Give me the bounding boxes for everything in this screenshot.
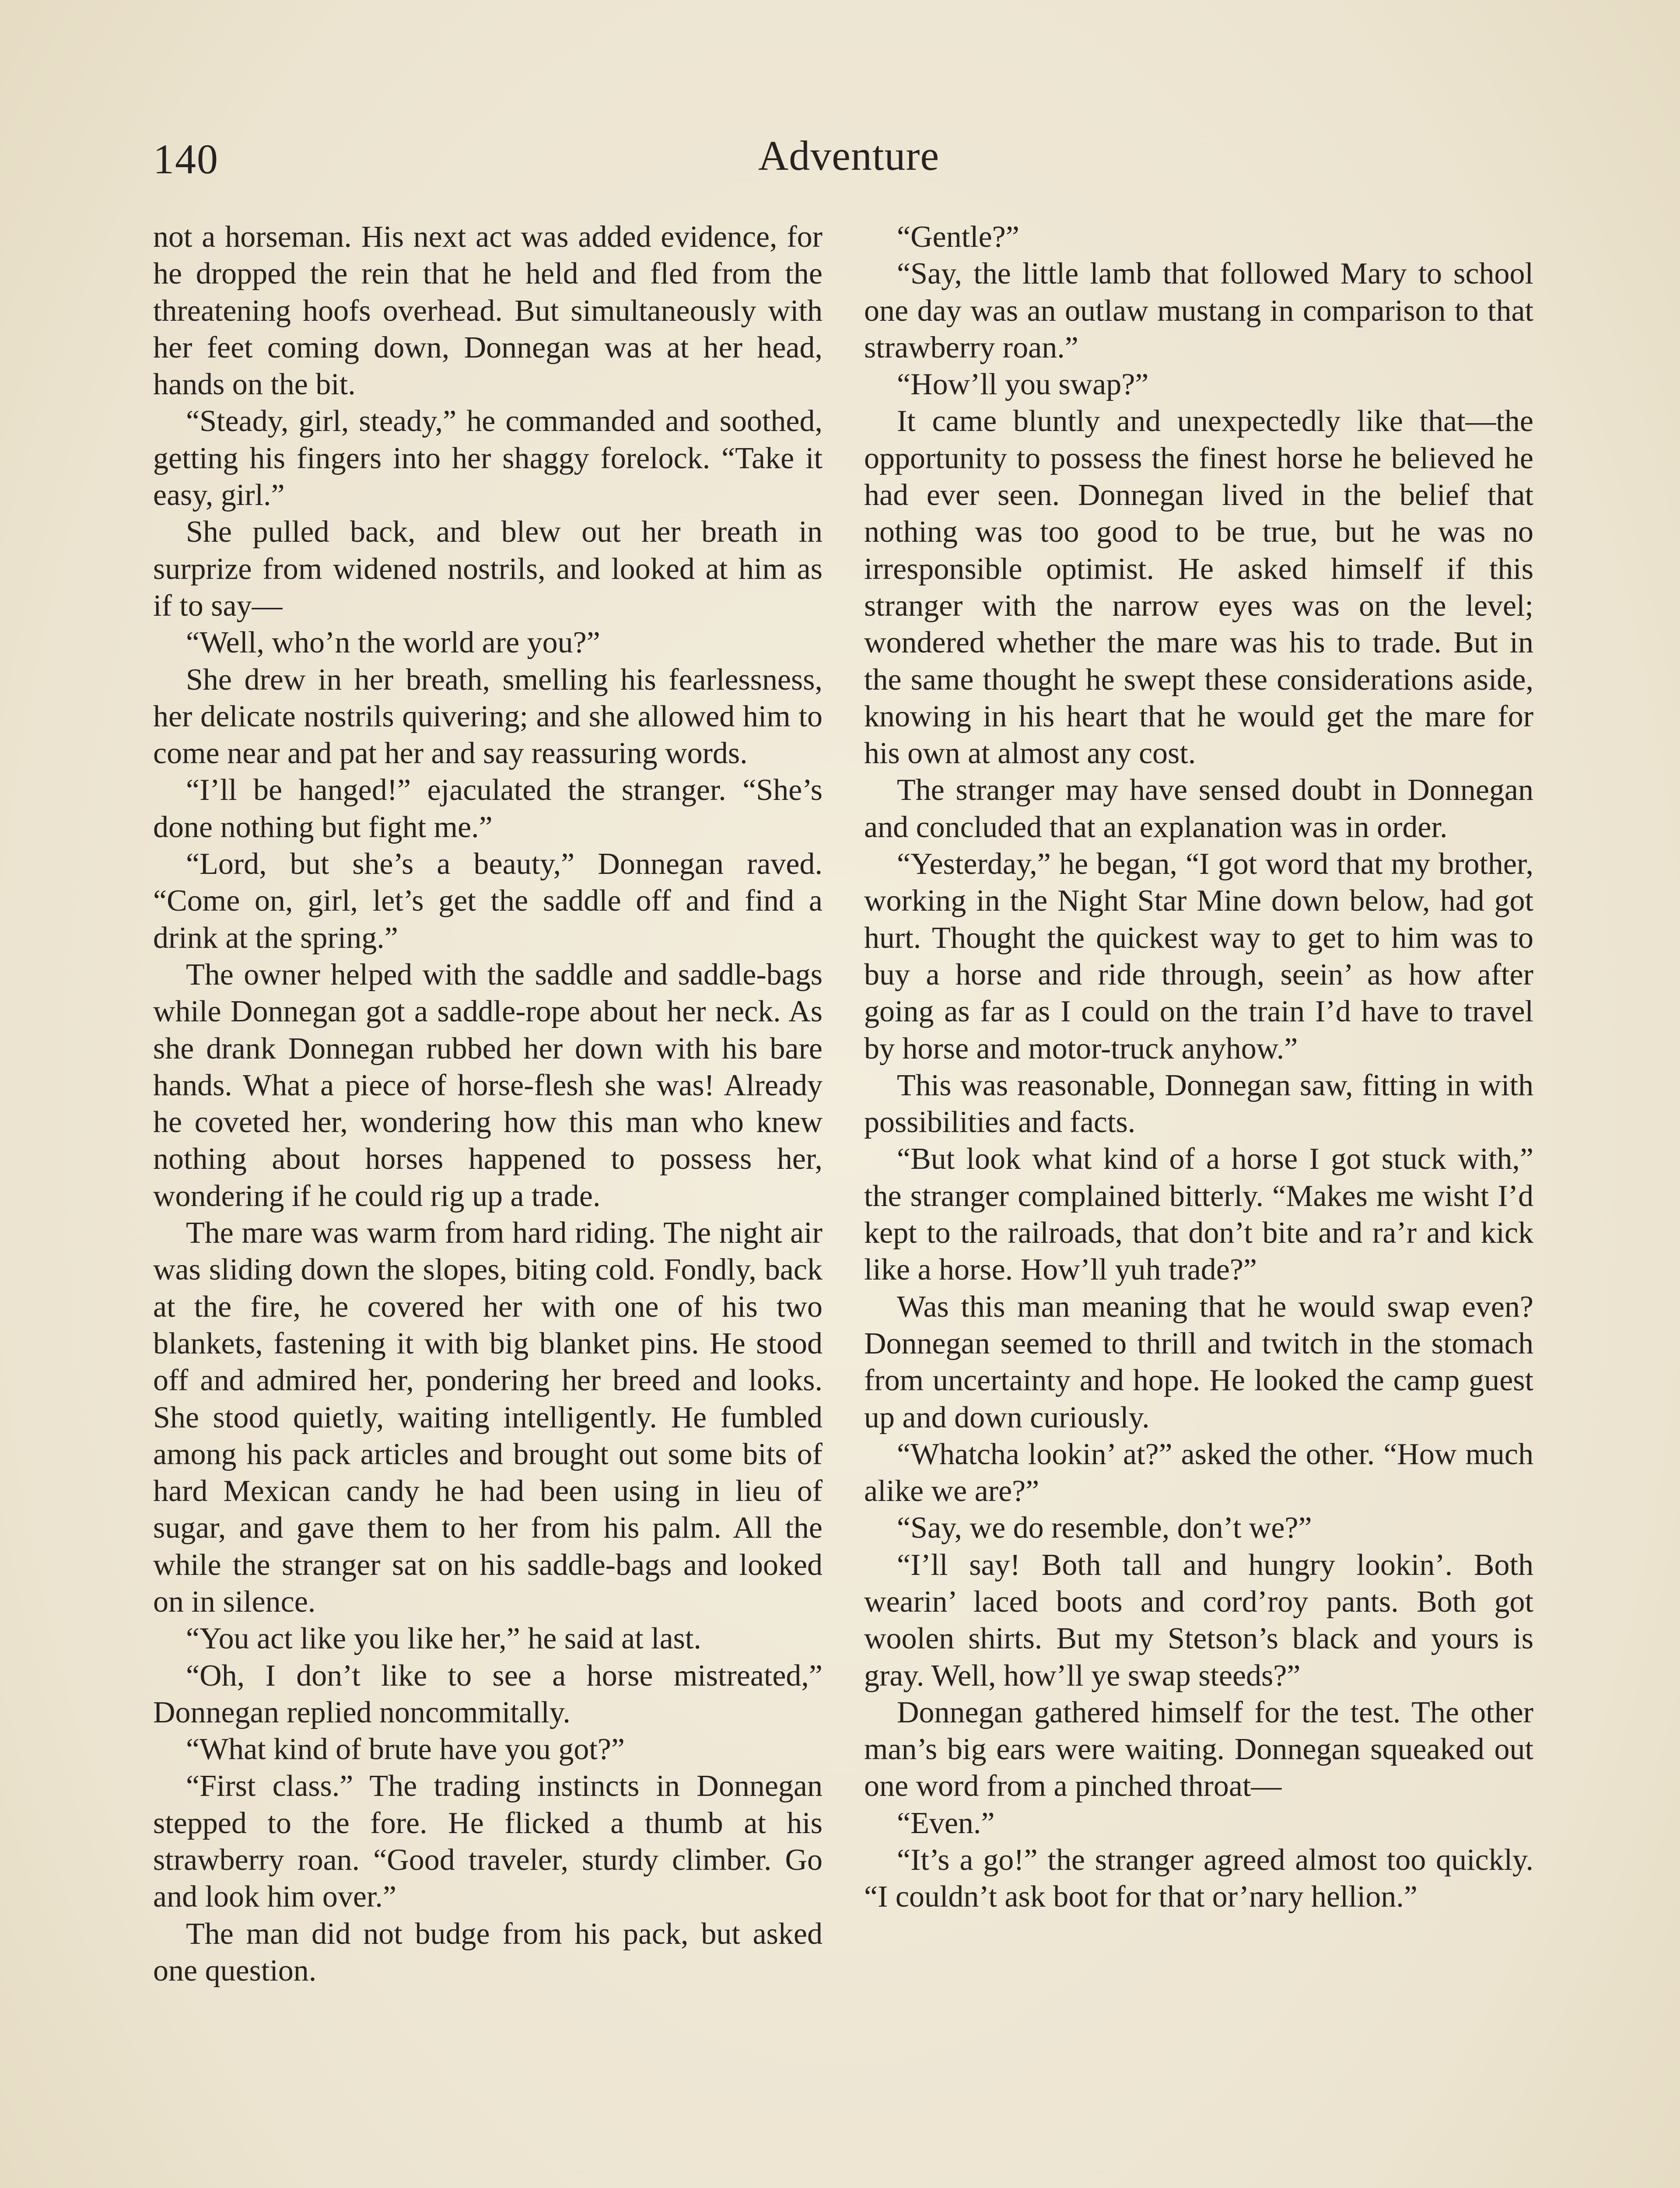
paragraph: “Say, we do resemble, don’t we?” [897,1511,1312,1545]
paragraph: “How’ll you swap?” [897,368,1149,402]
paragraph: She pulled back, and blew out her breath in surprize from widened nostrils, and looked at him as if to say— [153,515,822,623]
paragraph: The man did not budge from his pack, but asked one question. [153,1917,822,1988]
paragraph: This was reasonable, Donnegan saw, fitting in with possibilities and facts. [864,1068,1533,1140]
right-column [864,219,1533,2188]
paragraph: not a horseman. His next act was added evidence, for he dropped the rein that he held and fled from the threatening hoofs overhead. But simultaneously with her feet coming down, Donnegan was at her head, hands on the bit. [153,220,822,402]
paragraph: “I’ll be hanged!” ejaculated the stranger. “She’s done nothing but fight me.” [153,773,822,844]
paragraph: The owner helped with the saddle and saddle-bags while Donnegan got a saddle-rope about her neck. As she drank Donnegan rubbed her down with his bare hands. What a piece of horse-flesh she was! Already he coveted her, wondering how this man who knew nothing about horses happened to possess her, wondering if he could rig up a trade. [153,957,822,1213]
paragraph: “I’ll say! Both tall and hungry lookin’. Both wearin’ laced boots and cord’roy pants. Both got woolen shirts. But my Stetson’s black and yours is gray. Well, how’ll ye swap steeds?” [864,1548,1533,1693]
paragraph: “First class.” The trading instincts in Donnegan stepped to the fore. He flicked a thumb at his strawberry roan. “Good traveler, sturdy climber. Go and look him over.” [153,1769,822,1914]
page-number: 140 [153,136,219,182]
paragraph: She drew in her breath, smelling his fearlessness, her delicate nostrils quivering; and she allowed him to come near and pat her and say reassuring words. [153,663,822,771]
paragraph: “Well, who’n the world are you?” [186,626,600,660]
paragraph: The mare was warm from hard riding. The night air was sliding down the slopes, biting cold. Fondly, back at the fire, he covered her with one of his two blankets, fastening it with big blanket pins. He stood off and admired her, pondering her breed and looks. She stood quietly, waiting intelligently. He fumbled among his pack articles and brought out some bits of hard Mexican candy he had been using in lieu of sugar, and gave them to her from his palm. All the while the stranger sat on his saddle-bags and looked on in silence. [153,1216,822,1619]
paragraph: Donnegan gathered himself for the test. The other man’s big ears were waiting. Donnegan squeaked out one word from a pinched throat— [864,1695,1533,1803]
paragraph: “Whatcha lookin’ at?” asked the other. “How much alike we are?” [864,1437,1533,1508]
paragraph: “Oh, I don’t like to see a horse mistreated,” Donnegan replied noncommitally. [153,1659,822,1729]
left-column [153,219,822,2188]
paragraph: “Say, the little lamb that followed Mary to school one day was an outlaw mustang in comparison to that strawberry roan.” [864,257,1533,365]
paragraph: “Even.” [897,1806,995,1840]
paragraph: “What kind of brute have you got?” [186,1732,625,1767]
paragraph: “Steady, girl, steady,” he commanded and soothed, getting his fingers into her shaggy forelock. “Take it easy, girl.” [153,404,822,512]
paragraph: “Yesterday,” he began, “I got word that my brother, working in the Night Star Mine down below, had got hurt. Thought the quickest way to get to him was to buy a horse and ride through, seein’ as how after going as far as I could on the train I’d have to travel by horse and motor-truck anyhow.” [864,847,1533,1066]
running-head: Adventure [758,132,940,179]
paragraph: It came bluntly and unexpectedly like that—the opportunity to possess the finest horse he believed he had ever seen. Donnegan lived in the belief that nothing was too good to be true, but he was no irresponsible optimist. He asked himself if this stranger with the narrow eyes was on the level; wondered whether the mare was his to trade. But in the same thought he swept these considerations aside, knowing in his heart that he would get the mare for his own at almost any cost. [864,404,1533,771]
paragraph: “Gentle?” [897,220,1019,254]
paragraph: “You act like you like her,” he said at last. [186,1622,701,1656]
page-header [153,127,1544,193]
paragraph: The stranger may have sensed doubt in Donnegan and concluded that an explanation was in order. [864,773,1533,844]
paragraph: “It’s a go!” the stranger agreed almost too quickly. “I couldn’t ask boot for that or’nary hellion.” [864,1843,1533,1914]
paragraph: “Lord, but she’s a beauty,” Donnegan raved. “Come on, girl, let’s get the saddle off and find a drink at the spring.” [153,847,822,955]
paragraph: “But look what kind of a horse I got stuck with,” the stranger complained bitterly. “Makes me wisht I’d kept to the railroads, that don’t bite and ra’r and kick like a horse. How’ll yuh trade?” [864,1142,1533,1287]
paragraph: Was this man meaning that he would swap even? Donnegan seemed to thrill and twitch in the stomach from uncertainty and hope. He looked the camp guest up and down curiously. [864,1290,1533,1434]
